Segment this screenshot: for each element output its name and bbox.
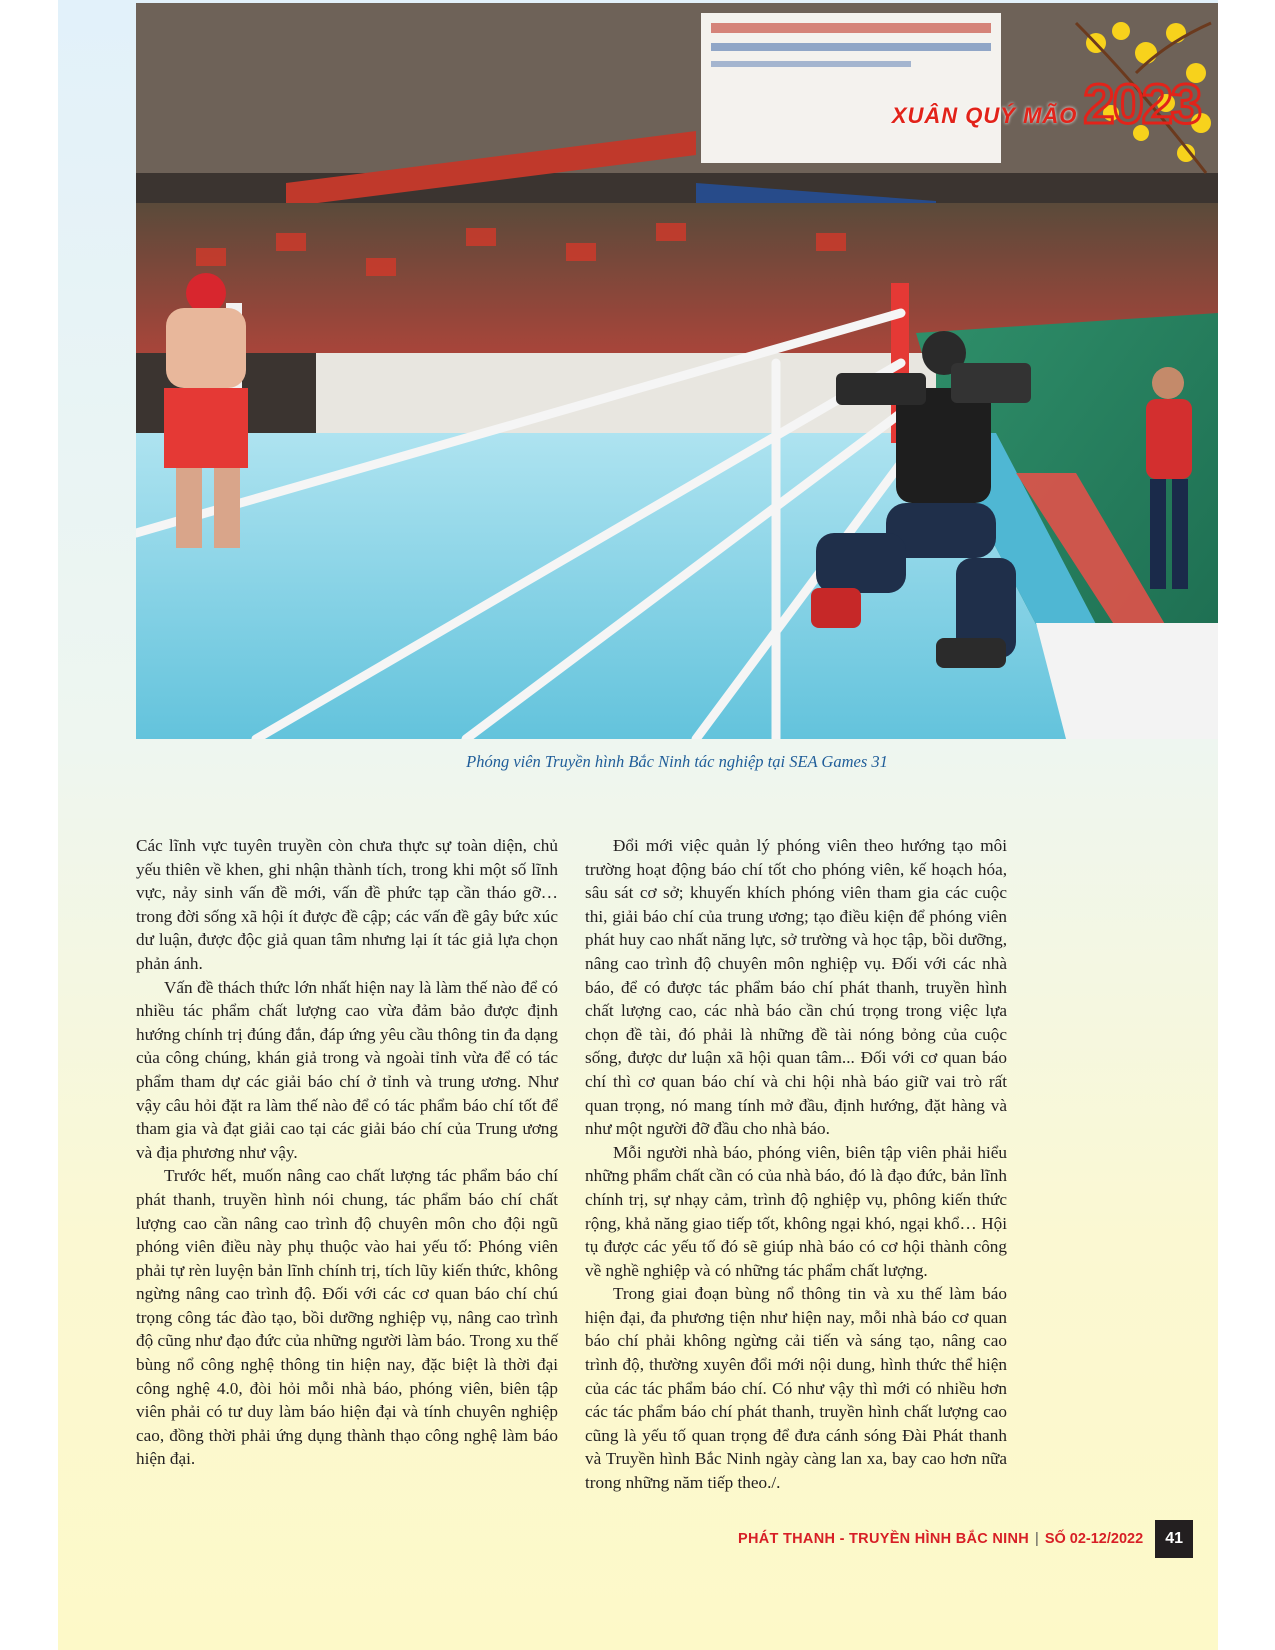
paragraph: Mỗi người nhà báo, phóng viên, biên tập viên phải hiểu những phẩm chất cần có của nhà báo, đó là đạo đức, bản lĩnh chính trị, sự nhạy cảm, trình độ nghiệp vụ, phông kiến thức rộng, khả năng giao tiếp tốt, không ngại khó, ngại khổ… Hội tụ được các yếu tố đó sẽ giúp nhà báo có cơ hội thành công về nghề nghiệp và có những tác phẩm chất lượng. xyxy=(585,1142,1007,1280)
sea-games-photo xyxy=(136,3,1218,739)
paragraph: Trước hết, muốn nâng cao chất lượng tác phẩm báo chí phát thanh, truyền hình nói chung, tác phẩm báo chí chất lượng cao cần nâng cao trình độ chuyên môn cho đội ngũ phóng viên điều này phụ thuộc vào hai yếu tố: Phóng viên phải tự rèn luyện bản lĩnh chính trị, tích lũy kiến thức, không ngừng nâng cao trình độ. Đối với các cơ quan báo chí chú trọng công tác đào tạo, bồi dưỡng nghiệp vụ, nâng cao trình độ cũng như đạo đức của những người làm báo. Trong xu thế bùng nổ công nghệ thông tin hiện nay, đặc biệt là thời đại công nghệ 4.0, đòi hỏi mỗi nhà báo, phóng viên, biên tập viên phải có tư duy làm báo hiện đại và tính chuyên nghiệp cao, đồng thời phải ứng dụng thành thạo công nghệ làm báo hiện đại. xyxy=(136,1166,558,1469)
article-column-left xyxy=(136,834,558,1471)
spring-2023-badge xyxy=(892,71,1200,136)
footer-separator: | xyxy=(1035,1531,1039,1547)
paragraph: Vấn đề thách thức lớn nhất hiện nay là làm thế nào để có nhiều tác phẩm chất lượng cao vừa đảm bảo được định hướng chính trị đúng đắn, đáp ứng yêu cầu thông tin đa dạng của công chúng, khán giả trong và ngoài tỉnh vừa để có tác phẩm tham dự các giải báo chí ở tỉnh và trung ương. Như vậy câu hỏi đặt ra làm thế nào để có tác phẩm báo chí tốt để tham gia và đạt giải cao tại các giải báo chí của Trung ương và địa phương như vậy. xyxy=(136,977,558,1162)
badge-text: XUÂN QUÝ MÃO xyxy=(891,103,1078,128)
badge-year: 2023 xyxy=(1083,72,1200,135)
magazine-page xyxy=(58,0,1218,1650)
photo-caption: Phóng viên Truyền hình Bắc Ninh tác nghiệp tại SEA Games 31 xyxy=(466,752,888,771)
paragraph: Trong giai đoạn bùng nổ thông tin và xu thế làm báo hiện đại, đa phương tiện như hiện nay, mỗi nhà báo cơ quan báo chí phải không ngừng cải tiến và sáng tạo, nâng cao trình độ, thường xuyên đổi mới nội dung, hình thức thể hiện của các tác phẩm báo chí. Có như vậy thì mới có nhiều hơn các tác phẩm báo chí phát thanh, truyền hình chất lượng cao cũng là yếu tố quan trọng để đưa cánh sóng Đài Phát thanh và Truyền hình Bắc Ninh ngày càng lan xa, bay cao hơn nữa trong những năm tiếp theo./. xyxy=(585,1284,1007,1493)
publication-name: PHÁT THANH - TRUYỀN HÌNH BẮC NINH xyxy=(738,1531,1030,1547)
paragraph: Các lĩnh vực tuyên truyền còn chưa thực sự toàn diện, chủ yếu thiên về khen, ghi nhận thành tích, trong khi một số lĩnh vực, nảy sinh vấn đề mới, vấn đề phức tạp cần tháo gỡ…trong đời sống xã hội ít được đề cập; các vấn đề gây bức xúc dư luận, được độc giả quan tâm nhưng lại ít tác giả lựa chọn phản ánh. xyxy=(136,836,558,973)
paragraph: Đổi mới việc quản lý phóng viên theo hướng tạo môi trường hoạt động báo chí tốt cho phóng viên, kế hoạch hóa, sâu sát cơ sở; khuyến khích phóng viên tham gia các cuộc thi, giải báo chí của trung ương; tạo điều kiện để phóng viên phát huy cao nhất năng lực, sở trường và học tập, bồi dưỡng, nâng cao trình độ chuyên môn nghiệp vụ. Đối với các nhà báo, để có được tác phẩm báo chí phát thanh, truyền hình chất lượng cao, các nhà báo cần chú trọng trong việc lựa chọn đề tài, đó phải là những đề tài nóng bỏng của cuộc sống, được dư luận xã hội quan tâm... Đối với cơ quan báo chí thì cơ quan báo chí và chi hội nhà báo giữ vai trò rất quan trọng, nó mang tính mở đầu, định hướng, đặt hàng và như một người đỡ đầu cho nhà báo. xyxy=(585,836,1007,1139)
issue-number: SỐ 02-12/2022 xyxy=(1044,1531,1144,1547)
page-footer xyxy=(738,1520,1193,1558)
page-number: 41 xyxy=(1155,1520,1193,1558)
article-column-right xyxy=(585,834,1007,1495)
